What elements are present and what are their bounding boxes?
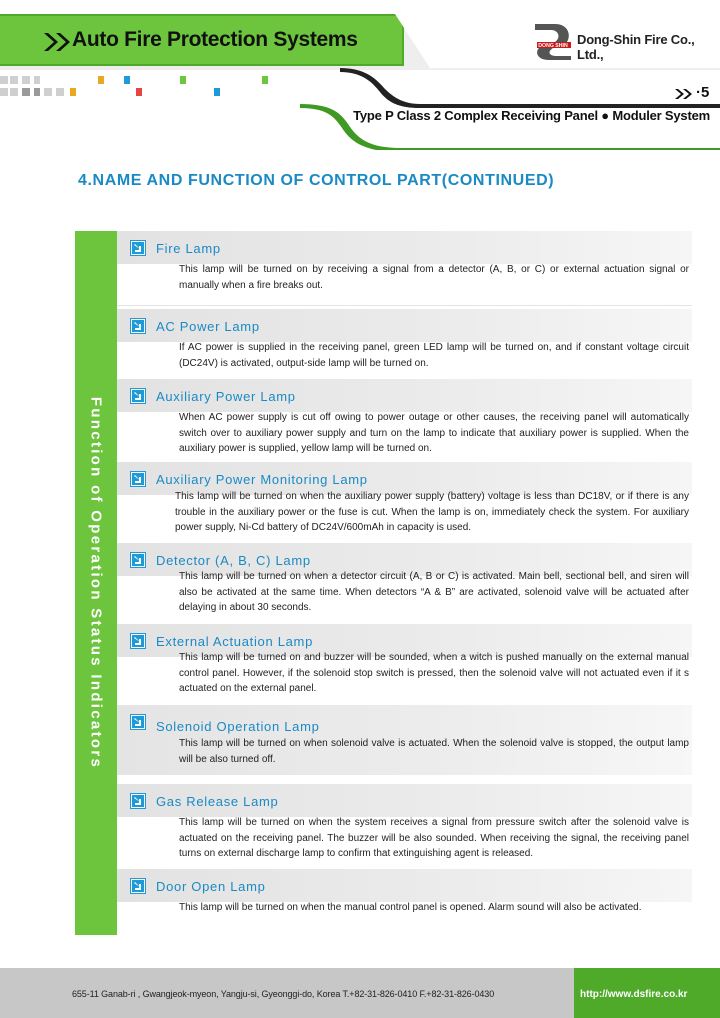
item-title: Auxiliary Power Monitoring Lamp xyxy=(156,472,368,487)
page-number-chevron-icon xyxy=(674,88,694,100)
page-number: ·5 xyxy=(696,84,710,101)
website-link[interactable]: http://www.dsfire.co.kr xyxy=(580,989,688,1000)
indicator-item-auxiliary-power-lamp xyxy=(117,379,692,459)
item-title: AC Power Lamp xyxy=(156,319,260,334)
item-description: This lamp will be turned on by receiving a signal from a detector (A, B, or C) or external actuation signal or manually when a fire breaks out. xyxy=(179,264,689,291)
footer-address: 655-11 Ganab-ri , Gwangjeok-myeon, Yangju-si, Gyeonggi-do, Korea T.+82-31-826-0410 F.+82-31-826-0430 xyxy=(72,989,495,999)
arrow-down-right-icon xyxy=(130,633,146,649)
arrow-down-right-icon xyxy=(130,240,146,256)
item-description: This lamp will be turned on when the auxiliary power supply (battery) voltage is less than DC18V, or if there is any trouble in the auxiliary power or the fuse is cut. When the lamp is on, immediately check the system. For auxiliary power supply, Ni-Cd battery of DC24V/600mAh in capacity is used. xyxy=(175,491,689,533)
arrow-down-right-icon xyxy=(130,793,146,809)
item-description: This lamp will be turned on when the system receives a signal from pressure switch after the solenoid valve is actuated on the receiving panel. The buzzer will be also sounded. When receiving the signal, the receiving panel turns on external discharge lamp to confirm that extinguishing agent is released. xyxy=(179,817,689,859)
item-title: Fire Lamp xyxy=(156,241,221,256)
arrow-down-right-icon xyxy=(130,388,146,404)
arrow-down-right-icon xyxy=(130,714,146,730)
item-title: External Actuation Lamp xyxy=(156,634,314,649)
indicator-item-ac-power-lamp xyxy=(117,309,692,375)
item-title: Auxiliary Power Lamp xyxy=(156,389,296,404)
title-chevrons-icon xyxy=(42,31,76,53)
header-banner xyxy=(0,0,720,150)
item-title: Solenoid Operation Lamp xyxy=(156,719,320,734)
arrow-down-right-icon xyxy=(130,471,146,487)
indicator-item-fire-lamp xyxy=(117,231,692,299)
indicator-item-solenoid-operation-lamp xyxy=(117,705,692,777)
company-name: Dong-Shin Fire Co., Ltd., xyxy=(577,32,695,62)
item-description: This lamp will be turned on and buzzer will be sounded, when a witch is pushed manually on the external manual control panel. However, if the solenoid stop switch is pressed, then the solenoid valve will not actuated even if it s actuated on the external panel. xyxy=(179,652,689,694)
document-subtitle: Type P Class 2 Complex Receiving Panel ● Moduler System xyxy=(353,108,710,123)
item-description: This lamp will be turned on when the manual control panel is opened. Alarm sound will also be activated. xyxy=(179,902,642,913)
item-description: If AC power is supplied in the receiving panel, green LED lamp will be turned on, and if constant voltage circuit (DC24V) is activated, output-side lamp will be turned on. xyxy=(179,342,689,369)
indicator-item-door-open-lamp xyxy=(117,869,692,935)
sidebar-label: Function of Operation Status Indicators xyxy=(87,396,105,770)
item-title: Detector (A, B, C) Lamp xyxy=(156,553,311,568)
arrow-down-right-icon xyxy=(130,878,146,894)
item-title: Door Open Lamp xyxy=(156,879,266,894)
item-description: This lamp will be turned on when a detector circuit (A, B or C) is activated. Main bell, sectional bell, and siren will also be activated at the same time. When detectors “A & B” are activated, solenoid valve will be actuated after delaying in about 30 seconds. xyxy=(179,571,689,613)
company-logo xyxy=(531,20,575,60)
logo-text: DONG SHIN xyxy=(538,43,568,49)
section-heading: 4.NAME AND FUNCTION OF CONTROL PART(CONTINUED) xyxy=(78,172,555,189)
indicator-item-detector-lamp xyxy=(117,543,692,623)
indicator-item-external-actuation-lamp xyxy=(117,624,692,704)
arrow-down-right-icon xyxy=(130,318,146,334)
item-description: When AC power supply is cut off owing to power outage or other causes, the receiving panel will automatically switch over to auxiliary power supply and turn on the lamp to indicate that auxiliary power is supplied. When the auxiliary power is supplied, yellow lamp will be turned on. xyxy=(179,412,689,454)
indicator-item-auxiliary-power-monitoring-lamp xyxy=(117,462,692,542)
arrow-down-right-icon xyxy=(130,552,146,568)
divider xyxy=(117,305,692,306)
item-title: Gas Release Lamp xyxy=(156,794,279,809)
page-title: Auto Fire Protection Systems xyxy=(72,28,358,51)
indicator-item-gas-release-lamp xyxy=(117,784,692,864)
item-description: This lamp will be turned on when solenoid valve is actuated. When the solenoid valve is stopped, the output lamp will be also turned off. xyxy=(179,738,689,765)
